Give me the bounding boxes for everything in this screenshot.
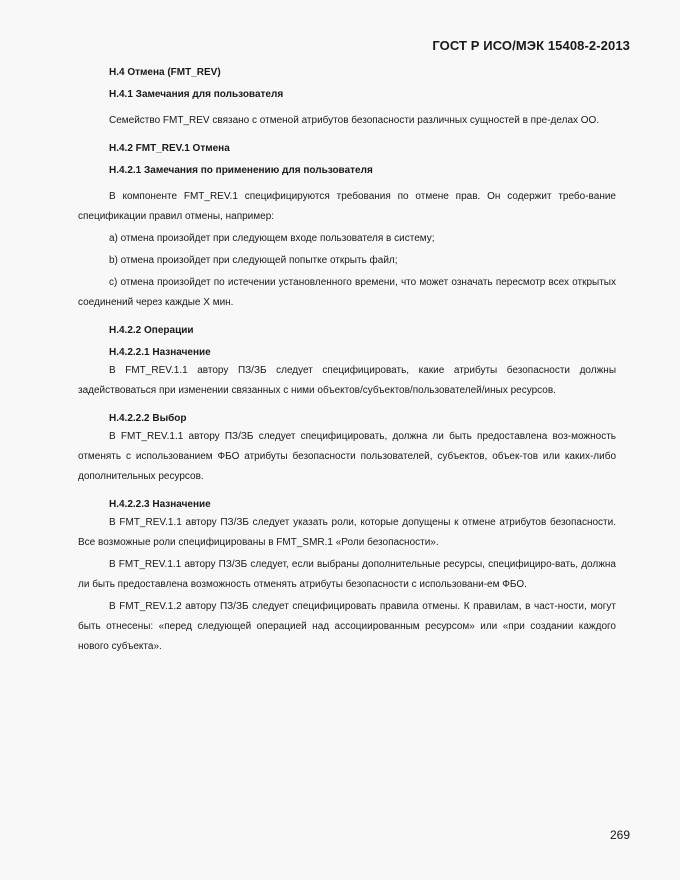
standard-header: ГОСТ Р ИСО/МЭК 15408-2-2013: [432, 38, 630, 53]
paragraph: В компоненте FMT_REV.1 специфицируются требования по отмене прав. Он содержит требо-вание спецификации правил отмены, например:: [78, 191, 616, 222]
page-number: 269: [609, 828, 630, 842]
heading-h421: H.4.2.1 Замечания по применению для пользователя: [109, 165, 373, 176]
heading-h422: H.4.2.2 Операции: [109, 325, 194, 336]
paragraph: В FMT_REV.1.1 автору ПЗ/ЗБ следует специфицировать, должна ли быть предоставлена воз-можность отменять с использованием ФБО атрибуты безопасности пользователей, субъектов, объек-тов или каких-либо дополнительных ресурсов.: [78, 431, 616, 482]
heading-h4223: H.4.2.2.3 Назначение: [109, 499, 211, 510]
heading-h42: H.4.2 FMT_REV.1 Отмена: [109, 143, 230, 154]
heading-h4: H.4 Отмена (FMT_REV): [109, 67, 221, 78]
heading-h4221: H.4.2.2.1 Назначение: [109, 347, 211, 358]
list-item: b) отмена произойдет при следующей попытке открыть файл;: [109, 255, 398, 266]
heading-h41: H.4.1 Замечания для пользователя: [109, 89, 284, 100]
list-item: c) отмена произойдет по истечении установленного времени, что может означать пересмотр всех открытых соединений через каждые X мин.: [78, 277, 616, 308]
paragraph: В FMT_REV.1.1 автору ПЗ/ЗБ следует указать роли, которые допущены к отмене атрибутов безопасности. Все возможные роли специфицированы в FMT_SMR.1 «Роли безопасности».: [78, 517, 616, 548]
list-item: a) отмена произойдет при следующем входе пользователя в систему;: [109, 233, 435, 244]
document-body: [78, 67, 616, 659]
paragraph: В FMT_REV.1.2 автору ПЗ/ЗБ следует специфицировать правила отмены. К правилам, в част-ности, могут быть отнесены: «перед следующей операцией над ассоциированным ресурсом» или «при создании каждого нового субъекта».: [78, 601, 616, 652]
paragraph: В FMT_REV.1.1 автору ПЗ/ЗБ следует специфицировать, какие атрибуты безопасности должны задействоваться при изменении связанных с ними объектов/субъектов/пользователей/иных ресурсов.: [78, 365, 616, 396]
paragraph: В FMT_REV.1.1 автору ПЗ/ЗБ следует, если выбраны дополнительные ресурсы, специфициро-вать, должна ли быть предоставлена возможность отменять атрибуты безопасности с использовани-ем ФБО.: [78, 559, 616, 590]
heading-h4222: H.4.2.2.2 Выбор: [109, 413, 187, 424]
paragraph: Семейство FMT_REV связано с отменой атрибутов безопасности различных сущностей в пре-делах ОО.: [109, 115, 600, 126]
